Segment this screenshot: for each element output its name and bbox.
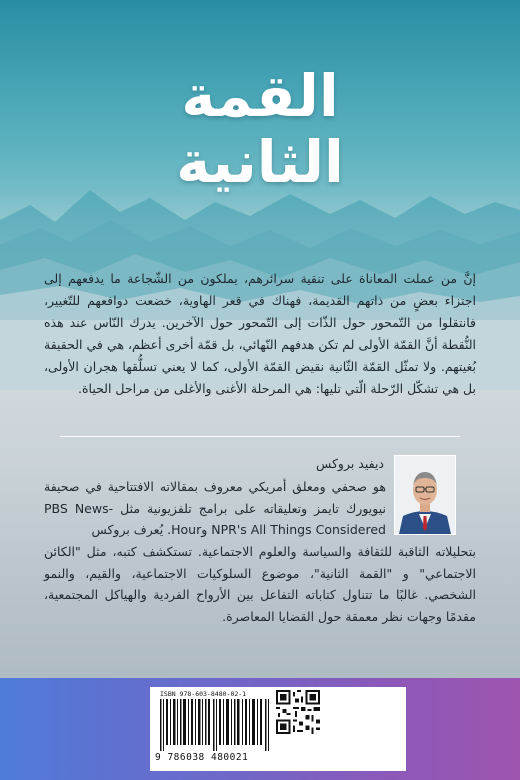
author-bio-full: بتحليلاته الثاقبة للثقافة والسياسة والعلوم الاجتماعية. تستكشف كتبه، مثل "الكائن الاجتماعي" و "القمة الثانية"، موضوع السلوكيات الاجتماعية، والقيم، والنمو الشخصي. غالبًا ما تتناول كتاباته التفاعل بين الأرواح الفردية والهياكل المجتمعية، مقدمًا وجهات نظر معمقة حول القضايا المعاصرة. [44,544,476,624]
author-bio-side: هو صحفي ومعلق أمريكي معروف بمقالاته الافتتاحية في صحيفة نيويورك تايمز وتعليقاته على برامج تلفزيونية مثل PBS News- NPR's All Things Considered وHour. يُعرف بروكس [44,479,386,537]
author-name: ديفيد بروكس [316,456,384,471]
book-title-line-2: الثانية [176,128,344,196]
author-photo [394,455,456,535]
barcode-icon [160,699,272,751]
barcode-digits: 9 786038 480021 [155,752,249,763]
blurb-text: إنَّ من عملت المعاناة على تنقية سرائرهم، يملكون من الشّجاعة ما يدفعهم إلى اجتزاء بعضٍ من ذاتهم القديمة، فهناك في قعر الهاوية، خضعت دوافعهم للتّغيير، فانتقلوا من التّمحور حول الذّات إلى التّمحور حول الآخرين. يدرك النّاس عند هذه النُّقطة أنَّ القمّة الأولى لم تكن هدفهم النّهائي، بل قمّة أخرى أعظم، هي في الحقيقة بُغيتهم. ولا تمثّل القمّة الثّانية نقيض القمّة الأولى، كما لا يعني تسلُّقها هجران الأولى، بل هي تشكّل الرّحلة الّتي تليها: هي المرحلة الأغنى والأغلى من مراحل الحياة. [44,271,476,396]
publisher-logo-icon [344,690,388,750]
section-divider [60,436,460,437]
isbn-label: ISBN 978-603-8480-02-1 [160,690,247,698]
author-portrait-icon [395,456,455,534]
book-title-line-1: القمة [181,62,339,130]
qr-code-icon [276,690,320,734]
